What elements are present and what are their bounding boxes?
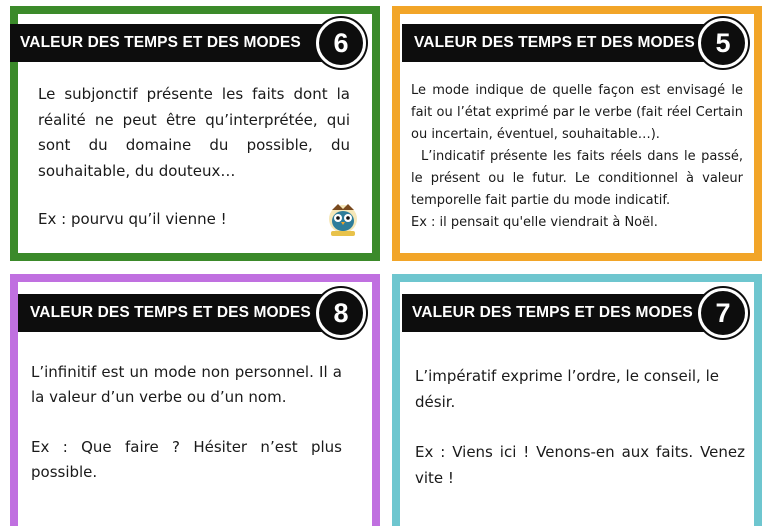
card-5-body [411,80,743,234]
card-6-title: VALEUR DES TEMPS ET DES MODES [20,34,301,51]
card-6-number: 6 [333,27,349,58]
card-6-number-badge [316,18,366,68]
card-7-paragraph-1: L’impératif exprime l’ordre, le conseil, le désir. [415,367,719,411]
card-6 [10,6,380,261]
card-7-number-badge [698,288,748,338]
card-5-example: Ex : il pensait qu'elle viendrait à Noël. [411,215,658,230]
card-7-example: Ex : Viens ici ! Venons-en aux faits. Venez vite ! [415,443,745,487]
card-5-number: 5 [715,27,731,58]
card-7-header [402,294,712,332]
card-6-paragraph-1: Le subjonctif présente les faits dont la réalité ne peut être qu’interprétée, qui sont du domaine du possible, du souhaitable, du douteux… [38,85,350,180]
card-8-header [18,294,330,332]
card-7-body [415,364,745,491]
card-6-example: Ex : pourvu qu’il vienne ! [38,210,227,228]
card-5 [392,6,762,261]
card-8-title: VALEUR DES TEMPS ET DES MODES [30,304,311,321]
card-7-title: VALEUR DES TEMPS ET DES MODES [412,304,693,321]
card-6-header [10,24,330,62]
card-5-title: VALEUR DES TEMPS ET DES MODES [414,34,695,51]
card-5-header [402,24,712,62]
card-5-number-badge [698,18,748,68]
card-8-example: Ex : Que faire ? Hésiter n’est plus possible. [31,438,342,481]
card-8-body [31,360,342,485]
card-6-body [38,82,350,233]
card-8-number: 8 [333,297,349,328]
card-5-paragraph-1: Le mode indique de quelle façon est envisagé le fait ou l’état exprimé par le verbe (fait réel Certain ou incertain, éventuel, souhaitable…). [411,83,743,142]
card-7 [392,274,762,526]
card-7-number: 7 [715,297,731,328]
card-8-number-badge [316,288,366,338]
card-5-paragraph-2: L’indicatif présente les faits réels dans le passé, le présent ou le futur. Le conditionnel à valeur temporelle fait partie du mode indicatif. [411,149,743,208]
card-8 [10,274,380,526]
owl-mascot-icon [326,202,360,238]
card-8-paragraph-1: L’infinitif est un mode non personnel. Il a la valeur d’un verbe ou d’un nom. [31,363,342,406]
